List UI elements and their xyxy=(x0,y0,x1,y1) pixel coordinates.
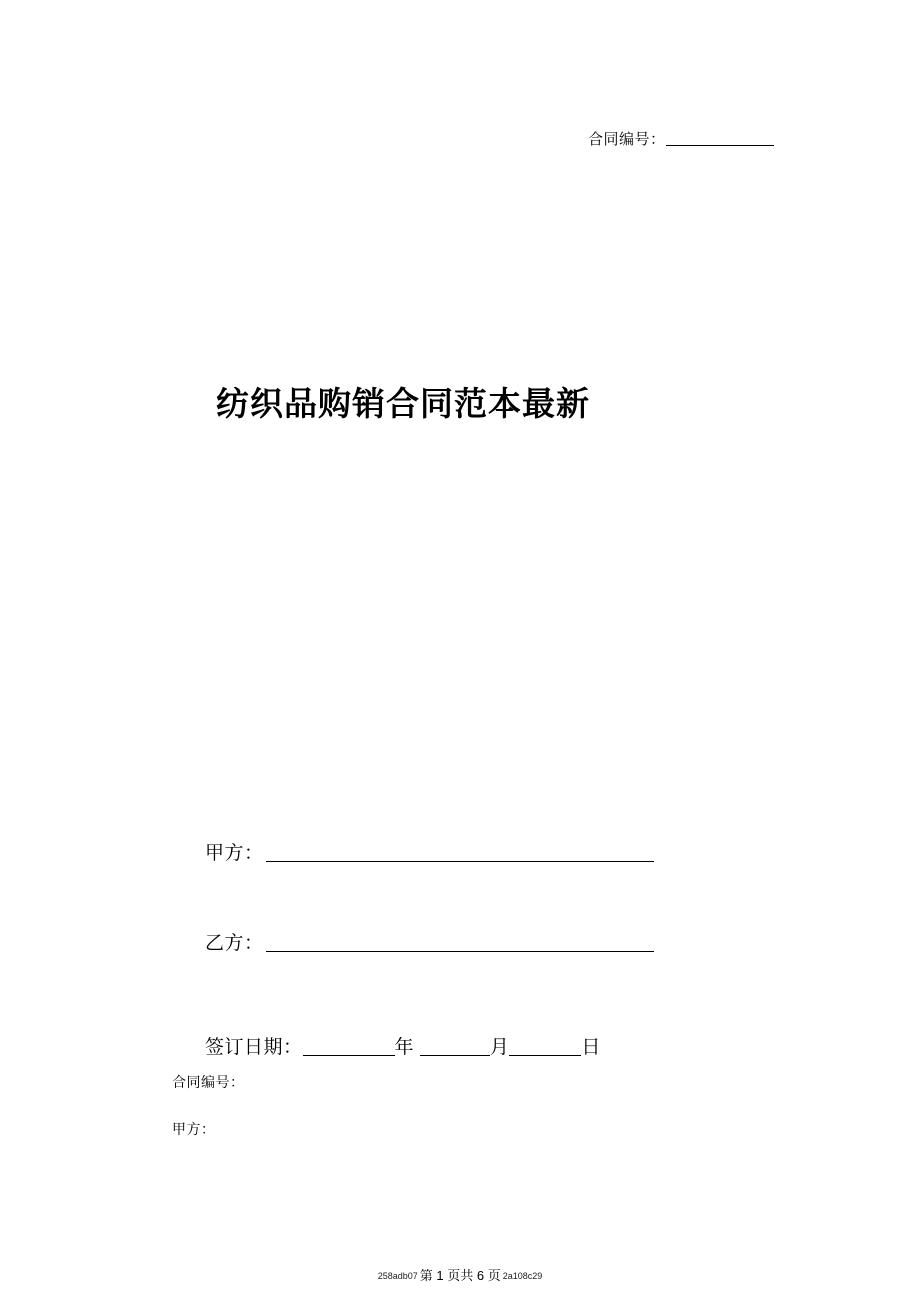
sign-date-day-unit: 日 xyxy=(581,1037,601,1058)
sign-date-day-blank[interactable] xyxy=(509,1039,581,1056)
body-contract-number-line: 合同编号： xyxy=(172,1074,245,1090)
party-a-line xyxy=(205,838,654,865)
party-a-blank[interactable] xyxy=(266,845,654,862)
contract-number-blank[interactable] xyxy=(666,131,774,146)
party-b-label: 乙方： xyxy=(205,933,264,954)
footer-pager: 第 1 页共 6 页 xyxy=(419,1268,501,1283)
party-b-line xyxy=(205,928,654,955)
contract-number-header xyxy=(588,128,774,149)
page-footer xyxy=(0,1265,920,1285)
footer-left-hash: 258adb07 xyxy=(377,1271,418,1281)
page-title: 纺织品购销合同范本最新 xyxy=(216,385,590,422)
party-a-label: 甲方： xyxy=(205,843,264,864)
sign-date-month-blank[interactable] xyxy=(420,1039,490,1056)
sign-date-year-unit: 年 xyxy=(394,1037,415,1058)
sign-date-line xyxy=(205,1032,601,1059)
contract-number-label: 合同编号： xyxy=(588,131,666,148)
party-b-blank[interactable] xyxy=(266,935,654,952)
footer-right-hash: 2a108c29 xyxy=(502,1271,543,1281)
sign-date-label: 签订日期： xyxy=(205,1037,303,1058)
sign-date-year-blank[interactable] xyxy=(303,1039,395,1056)
sign-date-month-unit: 月 xyxy=(489,1037,510,1058)
body-party-a-line: 甲方： xyxy=(172,1121,216,1137)
